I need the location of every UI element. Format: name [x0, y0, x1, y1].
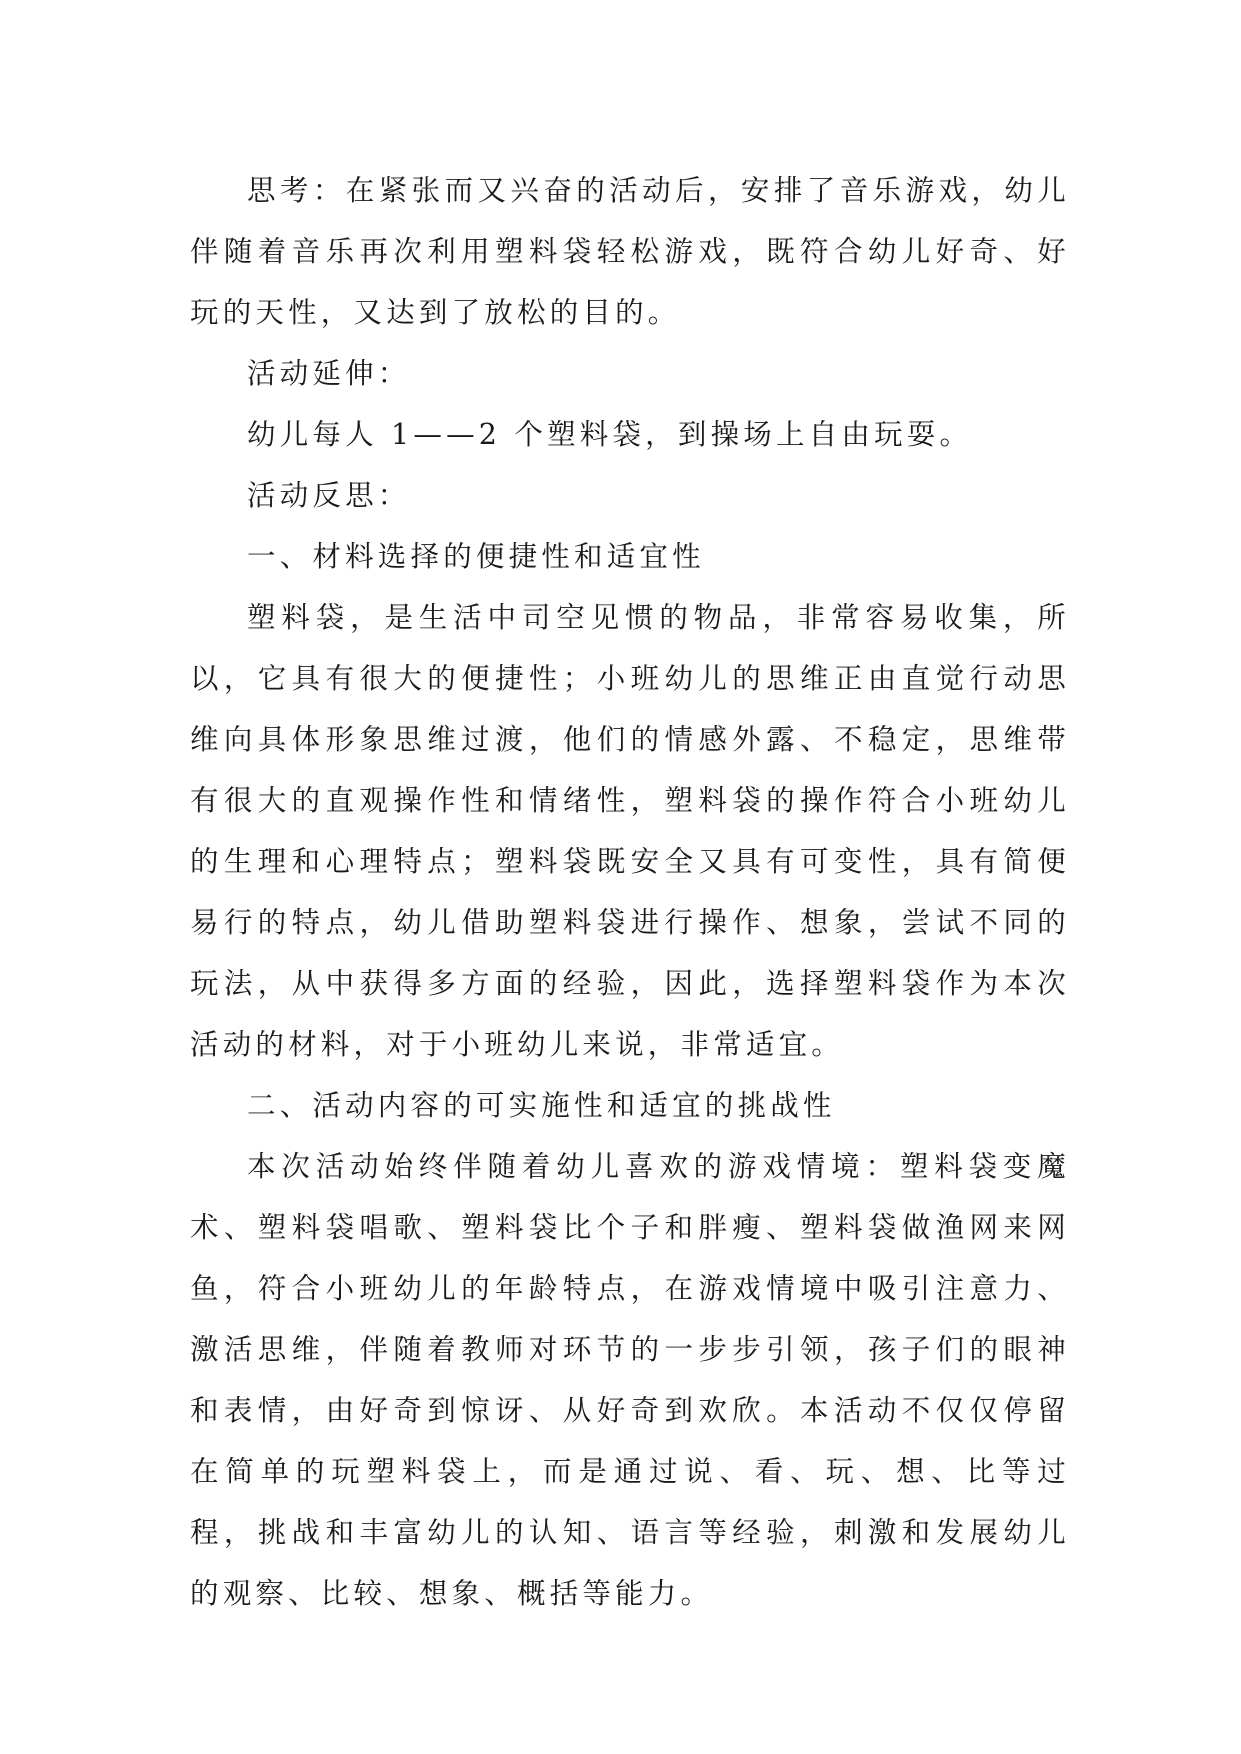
- heading-activity-content: 二、活动内容的可实施性和适宜的挑战性: [247, 1089, 836, 1122]
- heading-activity-extension: 活动延伸：: [247, 357, 411, 390]
- paragraph-material-selection: 塑料袋，是生活中司空见惯的物品，非常容易收集，所以，它具有很大的便捷性；小班幼儿的思维正由直觉行动思维向具体形象思维过渡，他们的情感外露、不稳定，思维带有很大的直观操作性和情绪性，塑料袋的操作符合小班幼儿的生理和心理特点；塑料袋既安全又具有可变性，具有简便易行的特点，幼儿借助塑料袋进行操作、想象，尝试不同的玩法，从中获得多方面的经验，因此，选择塑料袋作为本次活动的材料，对于小班幼儿来说，非常适宜。: [190, 601, 1070, 1061]
- heading-material-selection: 一、材料选择的便捷性和适宜性: [247, 540, 705, 573]
- document-body: [190, 160, 1070, 1624]
- heading-activity-reflection: 活动反思：: [247, 479, 411, 512]
- paragraph-reflection-music-game: 思考：在紧张而又兴奋的活动后，安排了音乐游戏，幼儿伴随着音乐再次利用塑料袋轻松游戏，既符合幼儿好奇、好玩的天性，又达到了放松的目的。: [190, 174, 1070, 329]
- paragraph-activity-content: 本次活动始终伴随着幼儿喜欢的游戏情境：塑料袋变魔术、塑料袋唱歌、塑料袋比个子和胖瘦、塑料袋做渔网来网鱼，符合小班幼儿的年龄特点，在游戏情境中吸引注意力、激活思维，伴随着教师对环节的一步步引领，孩子们的眼神和表情，由好奇到惊讶、从好奇到欢欣。本活动不仅仅停留在简单的玩塑料袋上，而是通过说、看、玩、想、比等过程，挑战和丰富幼儿的认知、语言等经验，刺激和发展幼儿的观察、比较、想象、概括等能力。: [190, 1150, 1070, 1610]
- paragraph-extension-detail: 幼儿每人 1——2 个塑料袋，到操场上自由玩耍。: [247, 418, 973, 451]
